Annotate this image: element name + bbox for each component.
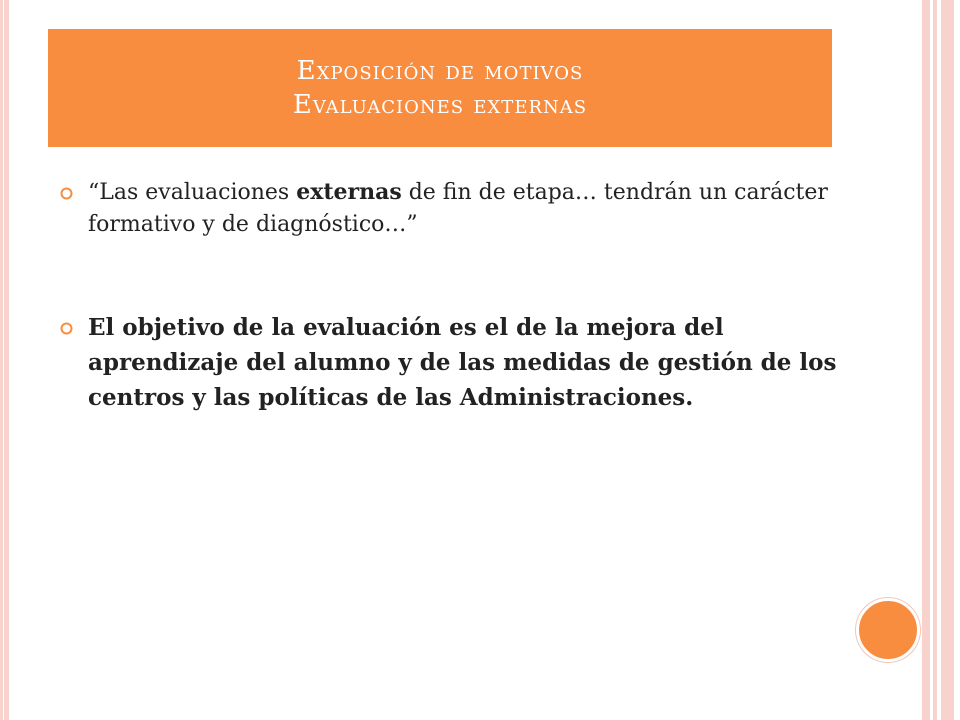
slide-title-banner bbox=[48, 29, 832, 147]
right-decorative-stripes bbox=[920, 0, 960, 720]
bullet-text-bold: externas bbox=[296, 179, 402, 205]
stripe bbox=[933, 0, 937, 720]
bullet-item bbox=[60, 176, 840, 241]
bullet-item bbox=[60, 310, 840, 415]
orange-circle-icon bbox=[856, 598, 920, 662]
bullet-text-before: “Las evaluaciones bbox=[88, 180, 297, 205]
hollow-circle-icon bbox=[60, 187, 73, 200]
left-decorative-border bbox=[0, 0, 9, 720]
title-line-2: Evaluaciones externas bbox=[292, 90, 588, 120]
bullet-text bbox=[88, 176, 840, 241]
title-line-1: Exposición de motivos bbox=[296, 56, 584, 86]
hollow-circle-icon bbox=[60, 322, 73, 335]
stripe bbox=[941, 0, 954, 720]
bullet-text-after: de fin de etapa… tendrán un carácter formativo y de diagnóstico…” bbox=[88, 180, 828, 237]
stripe bbox=[922, 0, 930, 720]
bullet-text: El objetivo de la evaluación es el de la mejora del aprendizaje del alumno y de las medidas de gestión de los centros y las políticas de las Administraciones. bbox=[88, 314, 837, 411]
